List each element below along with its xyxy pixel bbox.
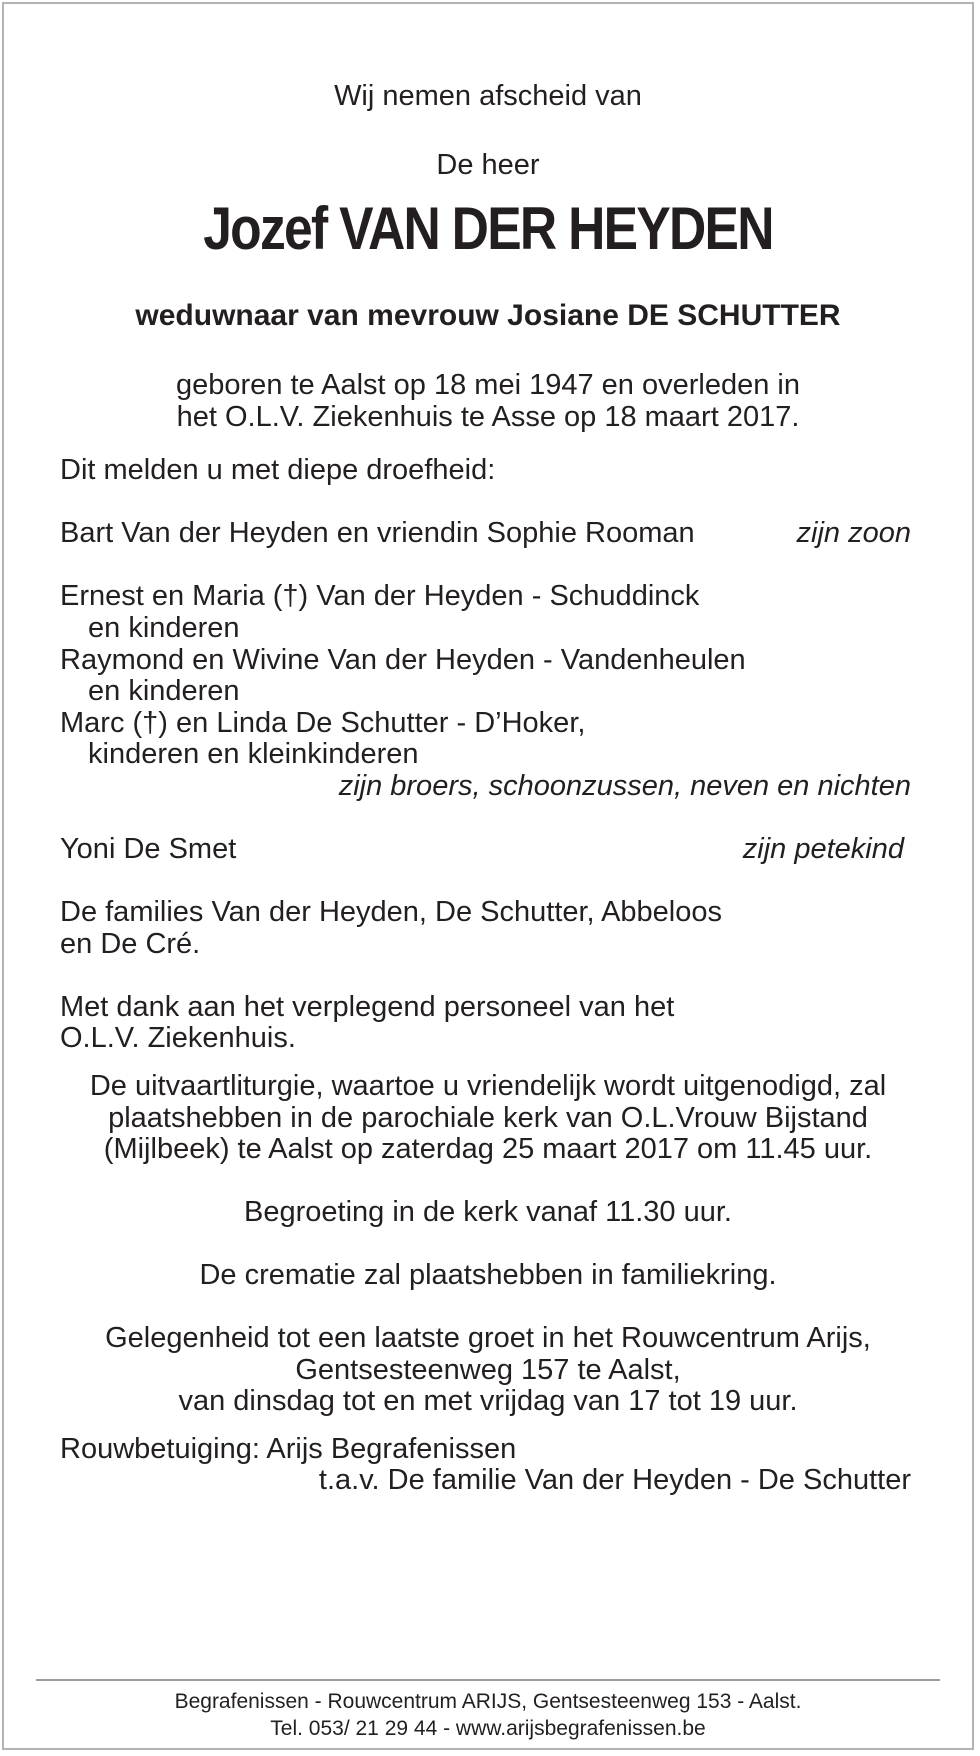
siblings-relation: zijn broers, schoonzussen, neven en nichten [338,770,911,802]
cremation-line: De crematie zal plaatshebben in familiekring. [199,1259,777,1291]
visitation-line-3: van dinsdag tot en met vrijdag van 17 tot 19 uur. [178,1385,798,1417]
condolence-label: Rouwbetuiging: Arijs Begrafenissen [60,1433,517,1465]
families-line-2: en De Cré. [60,928,201,960]
godchild-relation: zijn petekind [742,833,904,865]
birth-line-1: geboren te Aalst op 18 mei 1947 en overleden in [176,369,800,401]
salutation: De heer [436,149,540,181]
birth-line-2: het O.L.V. Ziekenhuis te Asse op 18 maart 2017. [176,401,800,433]
visitation-line-1: Gelegenheid tot een laatste groet in het Rouwcentrum Arijs, [105,1322,871,1354]
sibling-line: en kinderen [88,675,240,707]
sibling-line: en kinderen [88,612,240,644]
footer-line-2: Tel. 053/ 21 29 44 - www.arijsbegrafenissen.be [270,1717,706,1740]
son-row [4,515,972,551]
son-relation: zijn zoon [796,517,911,549]
thanks-line-2: O.L.V. Ziekenhuis. [60,1022,296,1054]
announcement: Dit melden u met diepe droefheid: [60,454,496,486]
sibling-line: Marc (†) en Linda De Schutter - D’Hoker, [60,707,586,739]
families-line-1: De families Van der Heyden, De Schutter, Abbeloos [60,896,723,928]
footer-divider [36,1679,940,1681]
sibling-line: kinderen en kleinkinderen [88,738,419,770]
liturgy-line-2: plaatshebben in de parochiale kerk van O.L.Vrouw Bijstand [108,1102,868,1134]
obituary-card [2,2,974,1750]
deceased-name: Jozef VAN DER HEYDEN [203,195,773,262]
sibling-line: Ernest en Maria (†) Van der Heyden - Schuddinck [60,580,700,612]
liturgy-line-3: (Mijlbeek) te Aalst op zaterdag 25 maart 2017 om 11.45 uur. [103,1133,873,1165]
sibling-line: Raymond en Wivine Van der Heyden - Vandenheulen [60,644,746,676]
thanks-line-1: Met dank aan het verplegend personeel van het [60,991,675,1023]
footer-line-1: Begrafenissen - Rouwcentrum ARIJS, Gentsesteenweg 153 - Aalst. [174,1690,802,1713]
godchild-name: Yoni De Smet [60,833,237,865]
condolence-recipient: t.a.v. De familie Van der Heyden - De Schutter [318,1464,911,1496]
visitation-line-2: Gentsesteenweg 157 te Aalst, [295,1354,681,1386]
son-name: Bart Van der Heyden en vriendin Sophie Rooman [60,517,695,549]
widower-subtitle: weduwnaar van mevrouw Josiane DE SCHUTTER [135,299,841,332]
greeting-line: Begroeting in de kerk vanaf 11.30 uur. [244,1196,732,1228]
liturgy-line-1: De uitvaartliturgie, waartoe u vriendelijk wordt uitgenodigd, zal [89,1070,887,1102]
intro-text: Wij nemen afscheid van [334,80,642,112]
godchild-row [4,831,972,867]
